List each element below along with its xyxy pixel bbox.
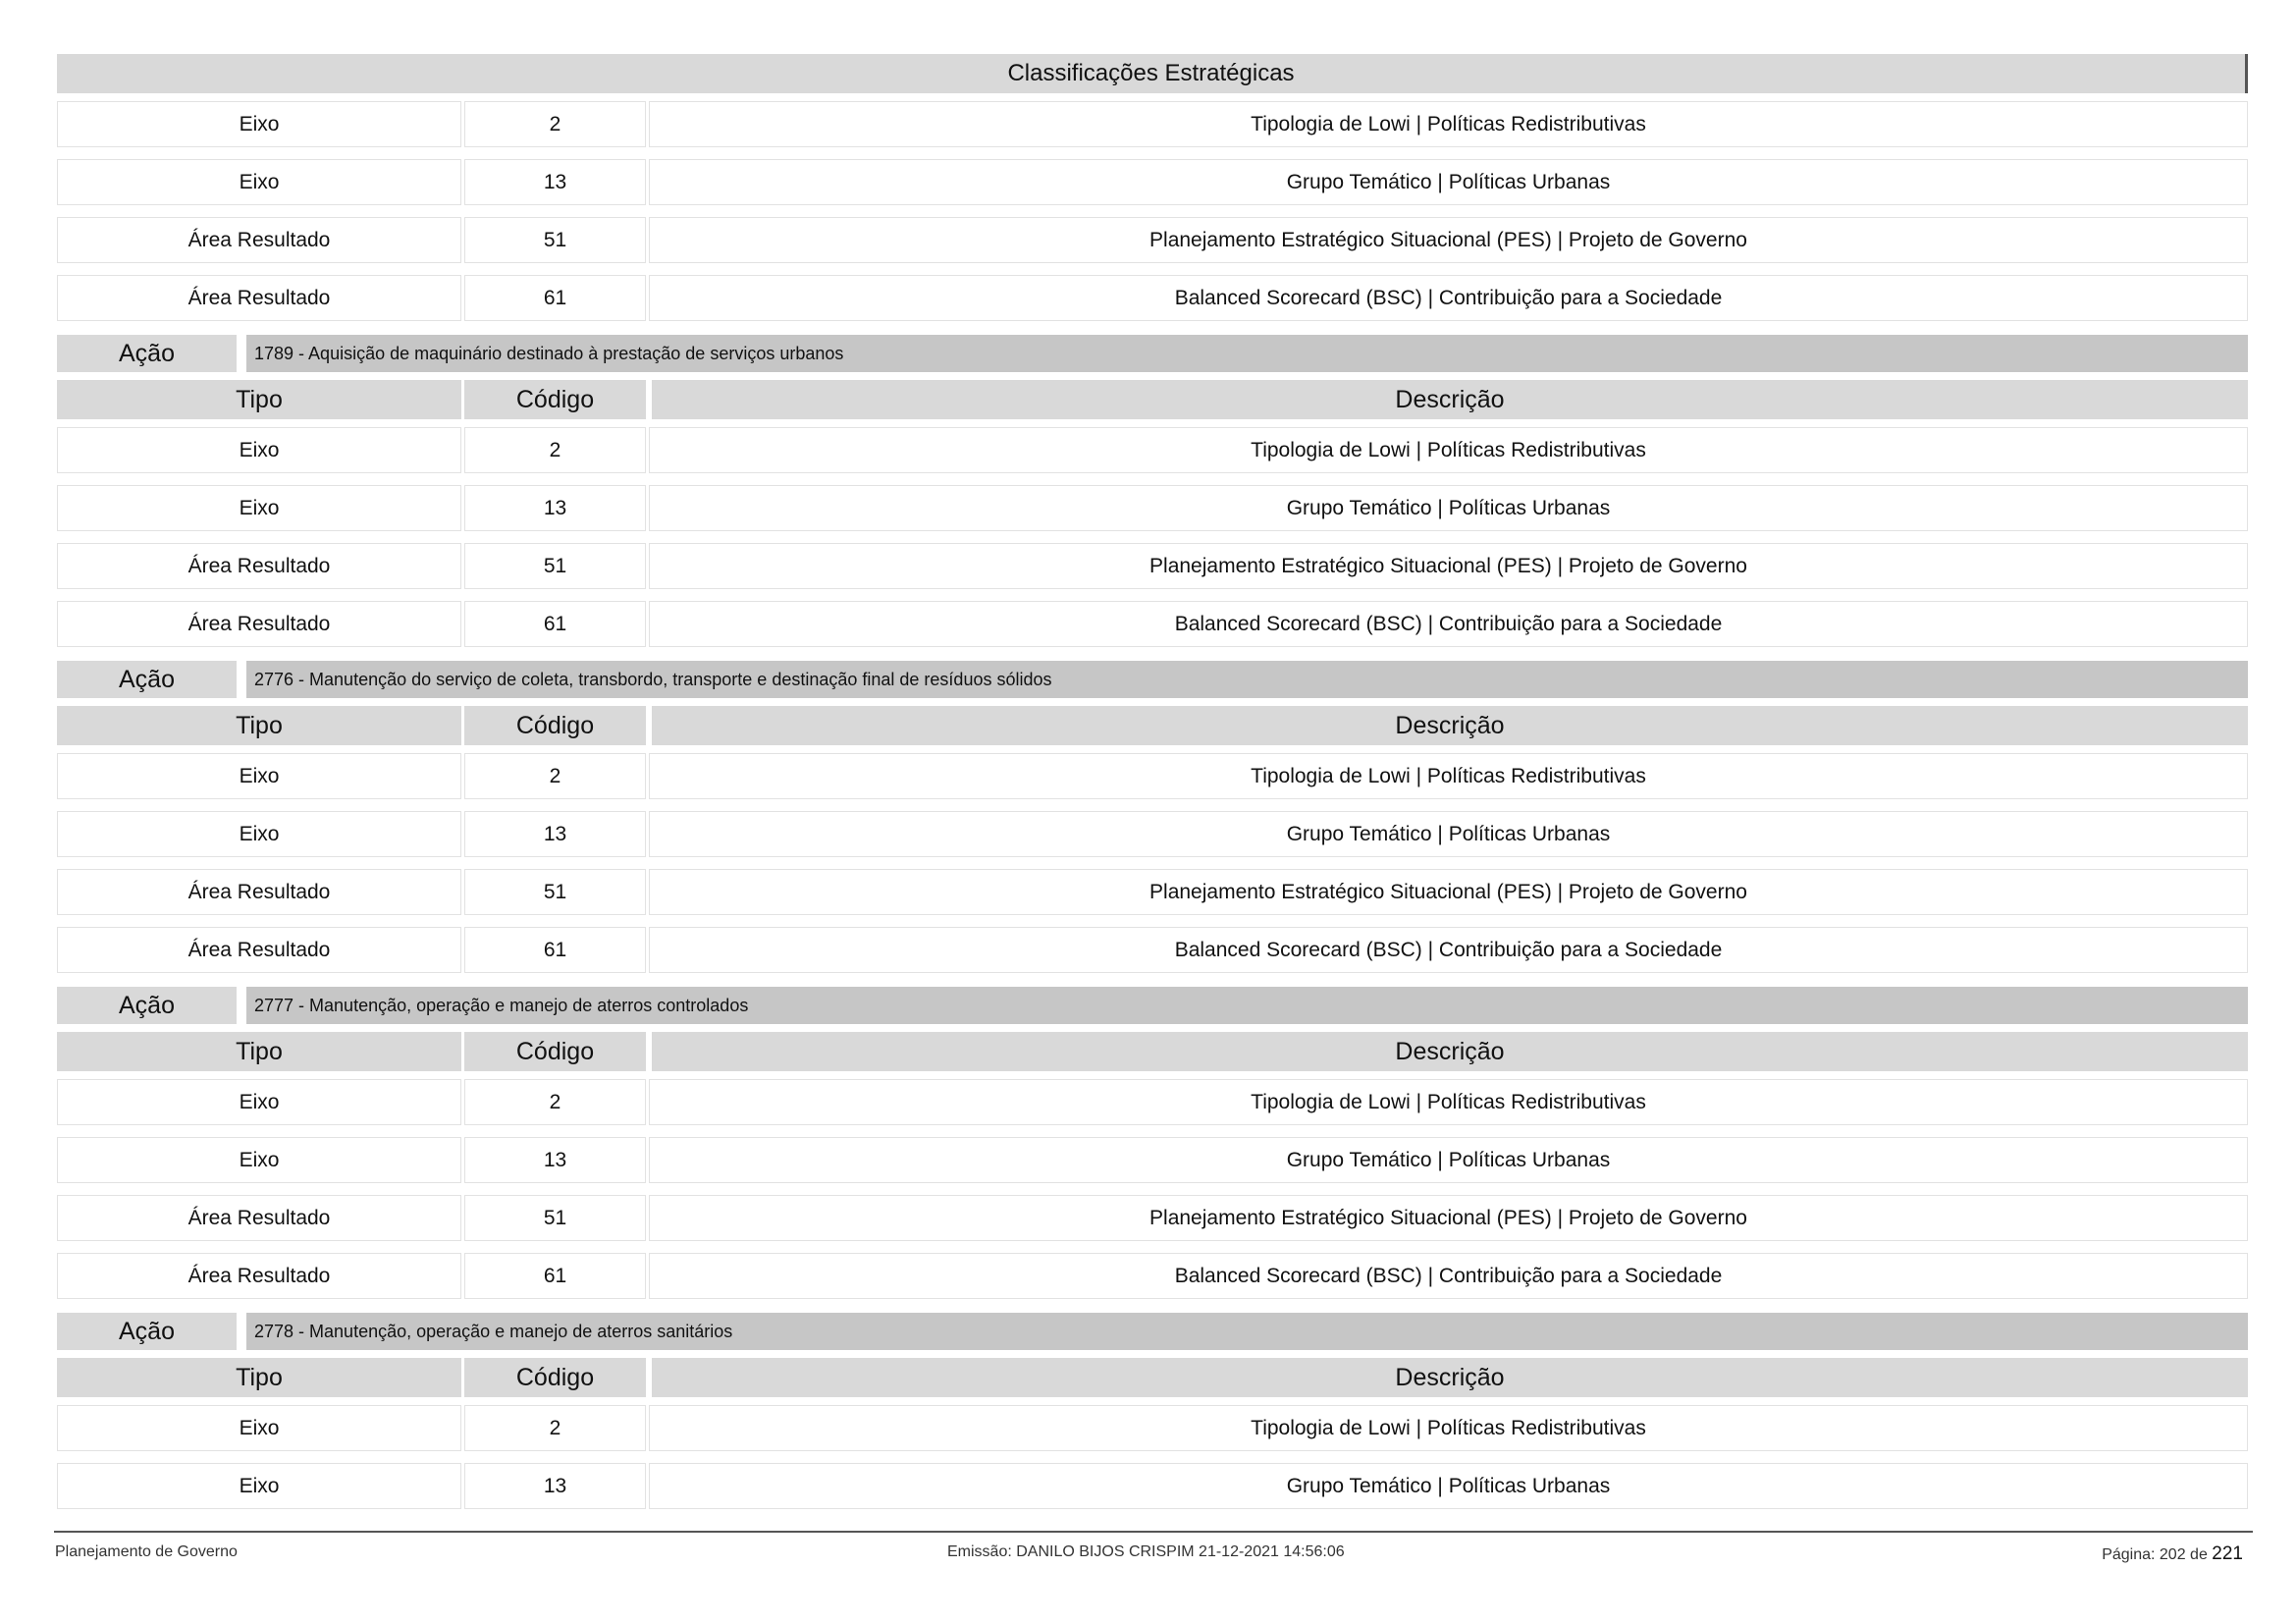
table-row [57, 869, 2248, 915]
codigo-cell: 13 [464, 485, 646, 531]
tipo-header: Tipo [57, 380, 461, 419]
tipo-cell: Área Resultado [57, 275, 461, 321]
acao-header [57, 1313, 2248, 1350]
page-prefix: Página: 202 de [2102, 1546, 2208, 1563]
table-row [57, 927, 2248, 973]
codigo-cell: 61 [464, 601, 646, 647]
column-headers [57, 380, 2248, 419]
tipo-header: Tipo [57, 706, 461, 745]
tipo-cell: Área Resultado [57, 217, 461, 263]
tipo-cell: Eixo [57, 1405, 461, 1451]
codigo-header: Código [464, 1032, 646, 1071]
codigo-cell: 13 [464, 811, 646, 857]
acao-title: 1789 - Aquisição de maquinário destinado à prestação de serviços urbanos [246, 335, 2248, 372]
table-row [57, 1253, 2248, 1299]
column-headers [57, 1358, 2248, 1397]
tipo-header: Tipo [57, 1032, 461, 1071]
page-total: 221 [2212, 1543, 2243, 1564]
tipo-cell: Eixo [57, 753, 461, 799]
section-title: Classificações Estratégicas [57, 54, 2248, 93]
table-row [57, 1079, 2248, 1125]
codigo-cell: 61 [464, 275, 646, 321]
acao-label: Ação [57, 987, 237, 1024]
codigo-cell: 51 [464, 217, 646, 263]
codigo-header: Código [464, 1358, 646, 1397]
tipo-cell: Eixo [57, 485, 461, 531]
codigo-cell: 61 [464, 1253, 646, 1299]
table-row [57, 753, 2248, 799]
table-row [57, 601, 2248, 647]
descricao-cell: Tipologia de Lowi | Políticas Redistributivas [649, 427, 2248, 473]
codigo-cell: 2 [464, 101, 646, 147]
descricao-header: Descrição [652, 1032, 2248, 1071]
descricao-cell: Planejamento Estratégico Situacional (PES) | Projeto de Governo [649, 217, 2248, 263]
footer-emissao: Emissão: DANILO BIJOS CRISPIM 21-12-2021 14:56:06 [947, 1543, 1345, 1560]
acao-title: 2776 - Manutenção do serviço de coleta, transbordo, transporte e destinação final de resíduos sólidos [246, 661, 2248, 698]
table-row [57, 543, 2248, 589]
codigo-header: Código [464, 380, 646, 419]
descricao-cell: Grupo Temático | Políticas Urbanas [649, 1463, 2248, 1509]
descricao-cell: Tipologia de Lowi | Políticas Redistributivas [649, 101, 2248, 147]
descricao-cell: Tipologia de Lowi | Políticas Redistributivas [649, 1405, 2248, 1451]
descricao-cell: Balanced Scorecard (BSC) | Contribuição para a Sociedade [649, 1253, 2248, 1299]
descricao-cell: Tipologia de Lowi | Políticas Redistributivas [649, 753, 2248, 799]
tipo-cell: Eixo [57, 427, 461, 473]
descricao-header: Descrição [652, 706, 2248, 745]
descricao-cell: Grupo Temático | Políticas Urbanas [649, 485, 2248, 531]
tipo-cell: Eixo [57, 811, 461, 857]
tipo-cell: Eixo [57, 1463, 461, 1509]
acao-label: Ação [57, 335, 237, 372]
codigo-header: Código [464, 706, 646, 745]
descricao-cell: Grupo Temático | Políticas Urbanas [649, 1137, 2248, 1183]
table-row [57, 427, 2248, 473]
tipo-cell: Área Resultado [57, 601, 461, 647]
tipo-header: Tipo [57, 1358, 461, 1397]
table-row [57, 1137, 2248, 1183]
column-headers [57, 706, 2248, 745]
descricao-header: Descrição [652, 1358, 2248, 1397]
table-row [57, 101, 2248, 147]
tipo-cell: Área Resultado [57, 1195, 461, 1241]
codigo-cell: 51 [464, 543, 646, 589]
codigo-cell: 13 [464, 1137, 646, 1183]
table-row [57, 1463, 2248, 1509]
table-row [57, 217, 2248, 263]
footer-divider [54, 1531, 2253, 1533]
acao-header [57, 987, 2248, 1024]
descricao-cell: Balanced Scorecard (BSC) | Contribuição para a Sociedade [649, 275, 2248, 321]
descricao-header: Descrição [652, 380, 2248, 419]
acao-header [57, 335, 2248, 372]
tipo-cell: Área Resultado [57, 869, 461, 915]
tipo-cell: Eixo [57, 101, 461, 147]
footer-left: Planejamento de Governo [55, 1543, 238, 1560]
table-row [57, 1195, 2248, 1241]
acao-title: 2778 - Manutenção, operação e manejo de aterros sanitários [246, 1313, 2248, 1350]
acao-label: Ação [57, 661, 237, 698]
descricao-cell: Planejamento Estratégico Situacional (PES) | Projeto de Governo [649, 1195, 2248, 1241]
tipo-cell: Eixo [57, 159, 461, 205]
classificacoes-table [57, 54, 2248, 1509]
descricao-cell: Grupo Temático | Políticas Urbanas [649, 811, 2248, 857]
table-row [57, 811, 2248, 857]
codigo-cell: 61 [464, 927, 646, 973]
codigo-cell: 2 [464, 427, 646, 473]
descricao-cell: Tipologia de Lowi | Políticas Redistributivas [649, 1079, 2248, 1125]
tipo-cell: Eixo [57, 1137, 461, 1183]
table-row [57, 275, 2248, 321]
acao-title: 2777 - Manutenção, operação e manejo de aterros controlados [246, 987, 2248, 1024]
tipo-cell: Área Resultado [57, 927, 461, 973]
tipo-cell: Área Resultado [57, 1253, 461, 1299]
codigo-cell: 13 [464, 159, 646, 205]
codigo-cell: 51 [464, 869, 646, 915]
descricao-cell: Balanced Scorecard (BSC) | Contribuição para a Sociedade [649, 601, 2248, 647]
page-number [2102, 1543, 2243, 1565]
tipo-cell: Área Resultado [57, 543, 461, 589]
codigo-cell: 2 [464, 1405, 646, 1451]
table-row [57, 1405, 2248, 1451]
descricao-cell: Grupo Temático | Políticas Urbanas [649, 159, 2248, 205]
codigo-cell: 51 [464, 1195, 646, 1241]
codigo-cell: 2 [464, 753, 646, 799]
acao-header [57, 661, 2248, 698]
table-row [57, 485, 2248, 531]
descricao-cell: Planejamento Estratégico Situacional (PES) | Projeto de Governo [649, 869, 2248, 915]
descricao-cell: Planejamento Estratégico Situacional (PES) | Projeto de Governo [649, 543, 2248, 589]
descricao-cell: Balanced Scorecard (BSC) | Contribuição para a Sociedade [649, 927, 2248, 973]
codigo-cell: 13 [464, 1463, 646, 1509]
tipo-cell: Eixo [57, 1079, 461, 1125]
acao-label: Ação [57, 1313, 237, 1350]
column-headers [57, 1032, 2248, 1071]
table-row [57, 159, 2248, 205]
codigo-cell: 2 [464, 1079, 646, 1125]
